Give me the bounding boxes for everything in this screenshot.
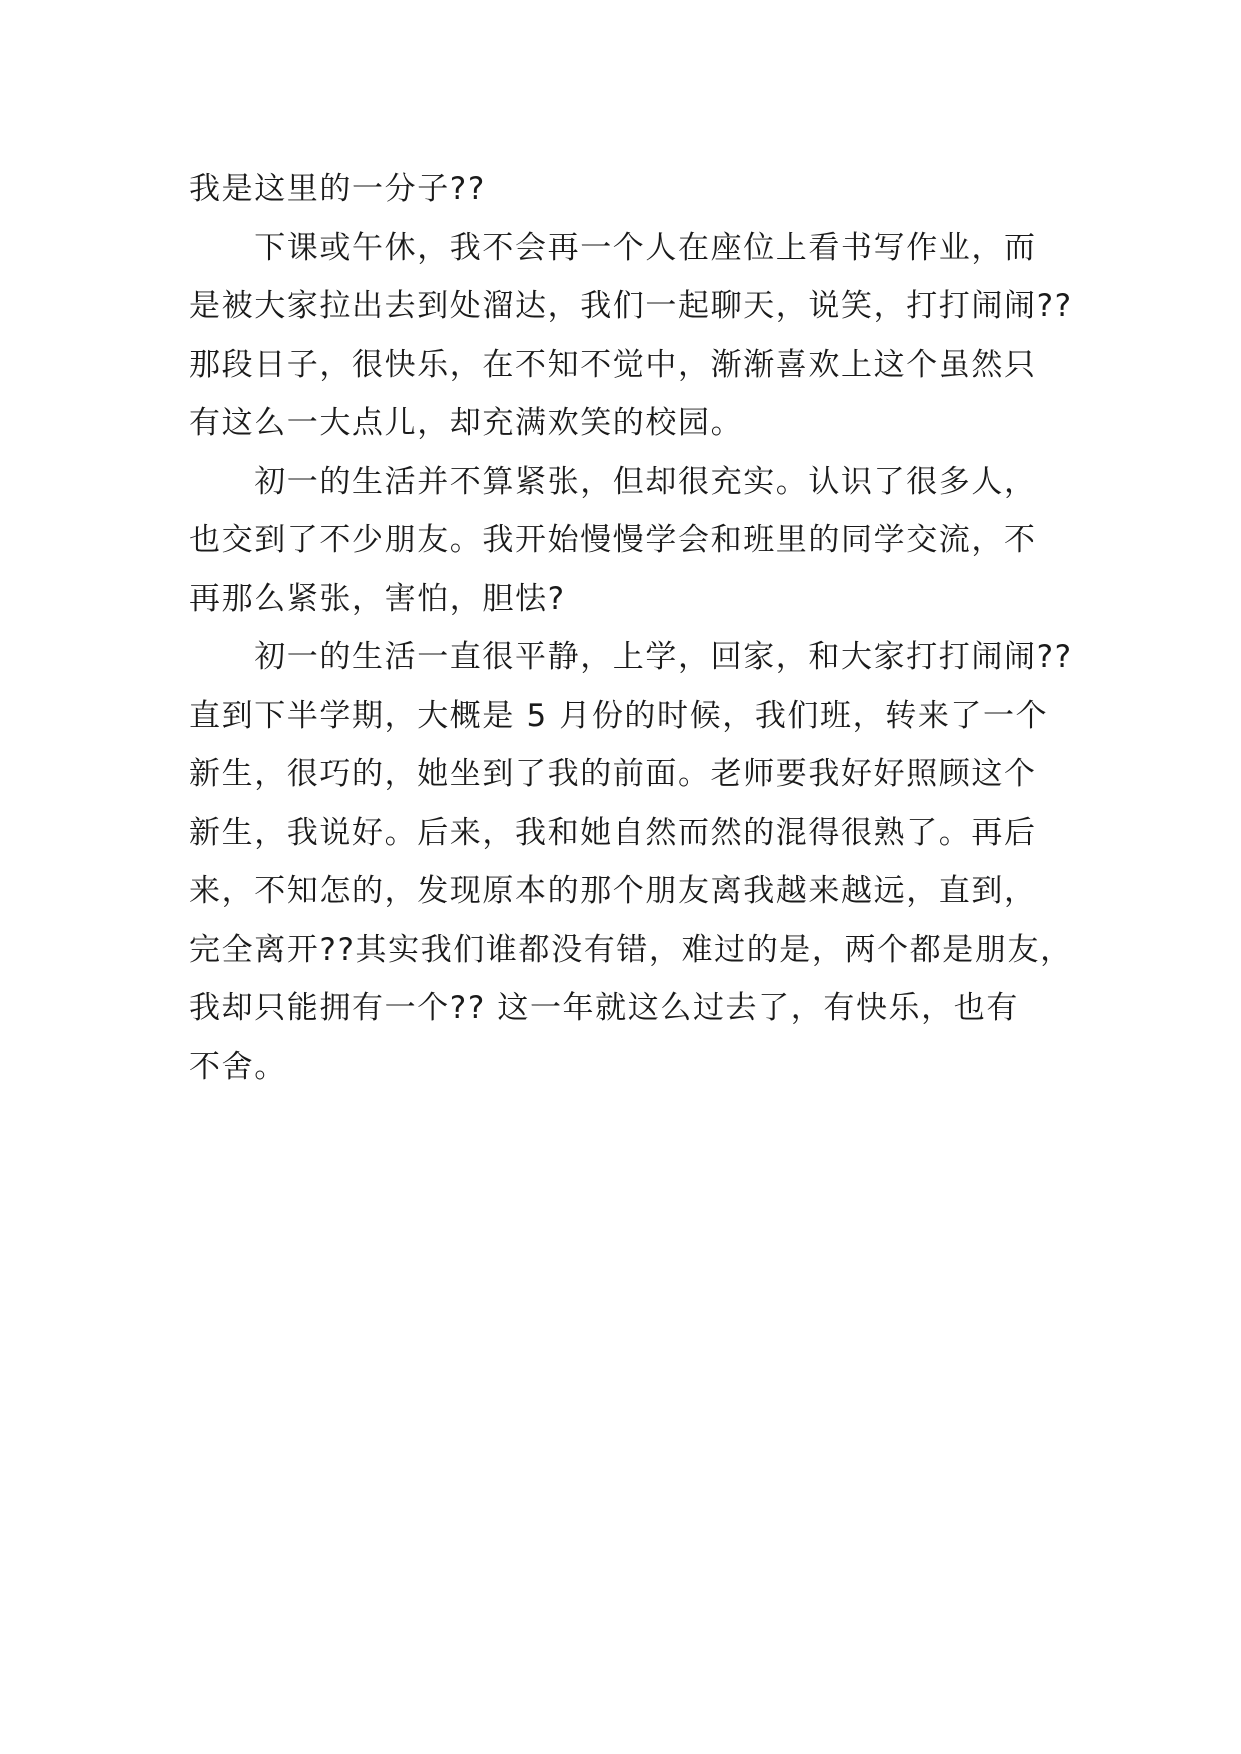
text-line: 初一的生活并不算紧张，但却很充实。认识了很多人，: [189, 463, 1037, 500]
text-line: 是被大家拉出去到处溜达，我们一起聊天，说笑，打打闹闹??: [189, 288, 1073, 324]
text-line: 我却只能拥有一个?? 这一年就这么过去了，有快乐，也有: [189, 990, 1019, 1026]
text-line: 来，不知怎的，发现原本的那个朋友离我越来越远，直到，: [189, 873, 1037, 909]
text-line: 不舍。: [189, 1048, 287, 1085]
text-line: 新生，很巧的，她坐到了我的前面。老师要我好好照顾这个: [189, 756, 1037, 792]
text-line: 我是这里的一分子??: [189, 171, 486, 207]
body-text: [189, 160, 1073, 1096]
text-line: 初一的生活一直很平静，上学，回家，和大家打打闹闹??: [189, 639, 1073, 675]
text-line: 完全离开??其实我们谁都没有错，难过的是，两个都是朋友，: [189, 931, 1073, 968]
text-line: 再那么紧张，害怕，胆怯?: [189, 580, 566, 617]
text-line: 有这么一大点儿，却充满欢笑的校园。: [189, 405, 744, 441]
text-line: 新生，我说好。后来，我和她自然而然的混得很熟了。再后: [189, 814, 1037, 851]
text-line: 下课或午休，我不会再一个人在座位上看书写作业，而: [189, 229, 1037, 266]
text-line: 直到下半学期，大概是 5 月份的时候，我们班，转来了一个: [189, 697, 1049, 734]
text-line: 也交到了不少朋友。我开始慢慢学会和班里的同学交流，不: [189, 522, 1037, 558]
text-line: 那段日子，很快乐，在不知不觉中，渐渐喜欢上这个虽然只: [189, 346, 1037, 383]
